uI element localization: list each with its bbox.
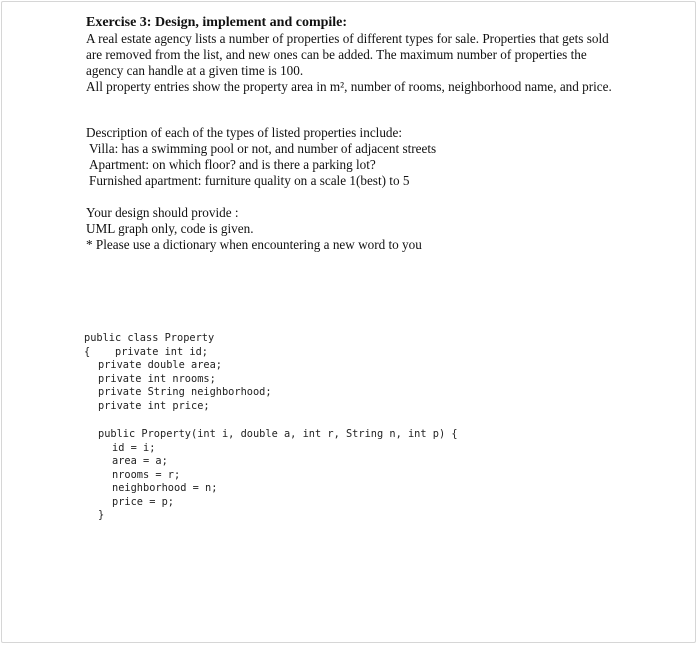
field-neighborhood: private String neighborhood; — [98, 386, 272, 398]
property-types-description — [86, 125, 626, 189]
field-price: private int price; — [98, 399, 210, 412]
villa-description: Villa: has a swimming pool or not, and number of adjacent streets — [89, 141, 437, 156]
furnished-apartment-description: Furnished apartment: furniture quality on a scale 1(best) to 5 — [89, 173, 410, 188]
field-area: private double area; — [98, 359, 222, 371]
constructor-signature: public Property(int i, double a, int r, String n, int p) { — [98, 428, 458, 440]
exercise-text — [86, 14, 626, 253]
intro-paragraph: A real estate agency lists a number of properties of different types for sale. Properties that gets sold are removed from the list, and new ones can be added. The maximum number of properties the agency can handle at a given time is 100. — [86, 31, 609, 78]
field-id: { private int id; — [84, 345, 208, 358]
description-intro: Description of each of the types of listed properties include: — [86, 125, 403, 140]
design-line-2: UML graph only, code is given. — [86, 221, 254, 236]
design-line-3: * Please use a dictionary when encountering a new word to you — [86, 237, 422, 252]
assign-nrooms: nrooms = r; — [112, 468, 181, 481]
code-blank-line — [84, 413, 604, 428]
assign-area: area = a; — [112, 455, 168, 467]
exercise-title: Exercise 3: Design, implement and compile: — [86, 15, 348, 30]
constructor-close-brace: } — [98, 509, 105, 521]
code-listing — [84, 332, 604, 523]
assign-price: price = p; — [112, 495, 174, 508]
field-nrooms: private int nrooms; — [98, 372, 216, 385]
assign-id: id = i; — [112, 441, 156, 454]
design-requirements — [86, 205, 626, 253]
class-declaration: public class Property — [84, 332, 215, 344]
assign-neighborhood: neighborhood = n; — [112, 482, 218, 494]
property-fields-paragraph: All property entries show the property area in m², number of rooms, neighborhood name, and price. — [86, 79, 612, 94]
apartment-description: Apartment: on which floor? and is there a parking lot? — [89, 157, 376, 172]
document-page — [1, 1, 696, 643]
design-line-1: Your design should provide : — [86, 205, 239, 220]
